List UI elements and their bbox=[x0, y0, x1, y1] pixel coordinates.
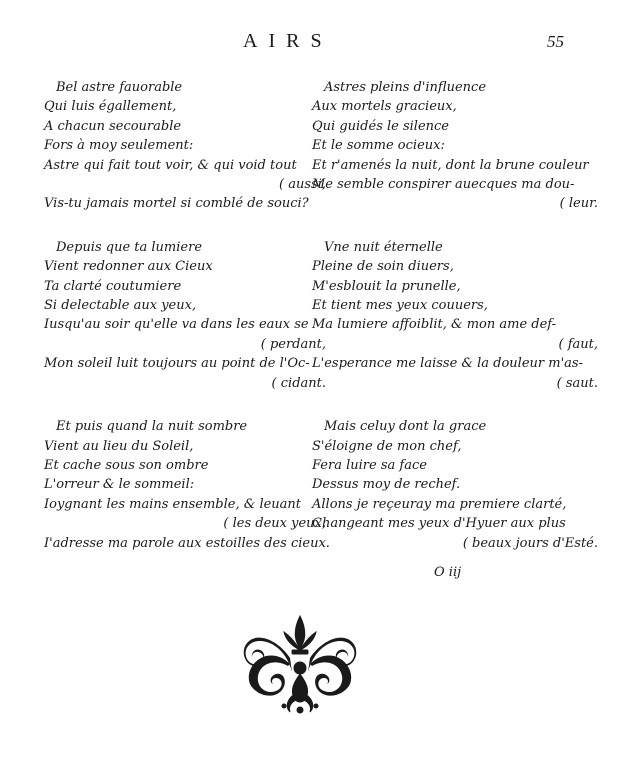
page-title: AIRS bbox=[243, 30, 333, 52]
left-stanza bbox=[44, 238, 334, 393]
verse-continuation: ( aussi, bbox=[279, 177, 326, 193]
verse-continuation: ( les deux yeux, bbox=[223, 516, 326, 532]
verse-line: S'éloigne de mon chef, bbox=[312, 438, 462, 454]
verse-continuation: ( faut, bbox=[558, 336, 598, 352]
verse-continuation: ( cidant. bbox=[271, 375, 326, 391]
running-head bbox=[0, 30, 635, 60]
verse-line: Et r'amenés la nuit, dont la brune couleur bbox=[312, 157, 589, 173]
verse-line: Me semble conspirer auecques ma dou- bbox=[312, 177, 575, 193]
verse-continuation: ( saut. bbox=[556, 375, 598, 391]
verse-line: Iusqu'au soir qu'elle va dans les eaux se bbox=[44, 317, 309, 333]
left-stanza bbox=[44, 78, 334, 214]
verse-line: Mais celuy dont la grace bbox=[324, 419, 487, 435]
verse-line: L'esperance me laisse & la douleur m'as- bbox=[312, 356, 583, 372]
left-stanza bbox=[44, 417, 334, 553]
right-stanza bbox=[312, 238, 602, 393]
verse-line: Vient redonner aux Cieux bbox=[44, 259, 213, 275]
verse-line: Aux mortels gracieux, bbox=[312, 99, 457, 115]
verse-line: Ta clarté coutumiere bbox=[44, 278, 182, 294]
verse-line: Et cache sous son ombre bbox=[44, 457, 209, 473]
verse-line: Ma lumiere affoiblit, & mon ame def- bbox=[312, 317, 557, 333]
verse-line: Qui guidés le silence bbox=[312, 118, 450, 134]
verse-line: Vis-tu jamais mortel si comblé de souci? bbox=[44, 196, 309, 212]
verse-line: Si delectable aux yeux, bbox=[44, 298, 197, 314]
verse-line: Depuis que ta lumiere bbox=[56, 239, 203, 255]
verse-line: Dessus moy de rechef. bbox=[312, 477, 461, 493]
verse-line: Allons je reçeuray ma premiere clarté, bbox=[312, 496, 567, 512]
verse-line: Et tient mes yeux couuers, bbox=[312, 298, 488, 314]
fleuron-ornament-icon bbox=[238, 610, 362, 716]
verse-line: Et puis quand la nuit sombre bbox=[56, 419, 248, 435]
verse-line: Fors à moy seulement: bbox=[44, 138, 194, 154]
left-column bbox=[44, 78, 334, 553]
verse-line: Astres pleins d'influence bbox=[324, 80, 487, 95]
verse-line: Astre qui fait tout voir, & qui void tout bbox=[44, 157, 297, 173]
verse-line: Vne nuit éternelle bbox=[324, 239, 443, 255]
verse-line: Qui luis égallement, bbox=[44, 99, 177, 115]
verse-line: Fera luire sa face bbox=[312, 457, 427, 473]
verse-line: M'esblouit la prunelle, bbox=[312, 278, 461, 294]
verse-continuation: ( beaux jours d'Esté. bbox=[462, 535, 598, 551]
right-column bbox=[312, 78, 602, 553]
verse-continuation: ( perdant, bbox=[260, 336, 326, 352]
verse-continuation: ( leur. bbox=[559, 196, 598, 212]
verse-line: Ioygnant les mains ensemble, & leuant bbox=[44, 496, 302, 512]
verse-line: Changeant mes yeux d'Hyuer aux plus bbox=[312, 516, 566, 532]
right-stanza bbox=[312, 417, 602, 553]
right-stanza bbox=[312, 78, 602, 214]
verse-line: Vient au lieu du Soleil, bbox=[44, 438, 194, 454]
verse-line: Et le somme ocieux: bbox=[312, 138, 445, 154]
page-number: 55 bbox=[547, 32, 564, 51]
signature-mark: O iij bbox=[434, 565, 462, 580]
verse-line: A chacun secourable bbox=[44, 118, 182, 134]
verse-line: Pleine de soin diuers, bbox=[312, 259, 454, 275]
verse-line: L'orreur & le sommeil: bbox=[44, 477, 195, 493]
verse-line: I'adresse ma parole aux estoilles des cieux. bbox=[44, 535, 330, 551]
verse-line: Bel astre fauorable bbox=[56, 80, 183, 95]
verse-line: Mon soleil luit toujours au point de l'Oc- bbox=[44, 356, 310, 372]
